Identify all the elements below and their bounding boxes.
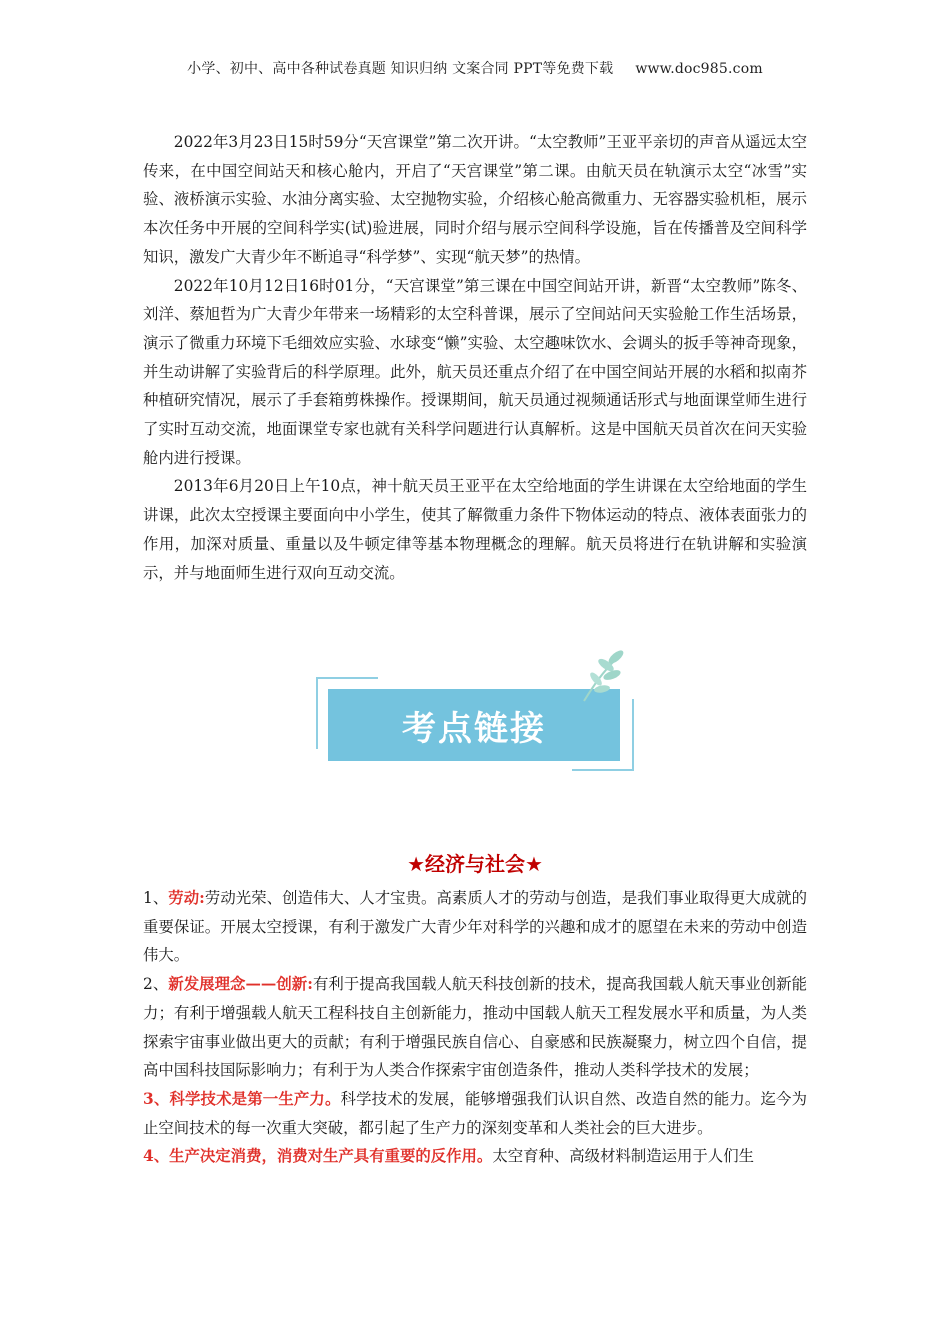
- leaf-sprig-icon: [572, 645, 632, 705]
- intro-section: [143, 128, 807, 587]
- topic-link-banner: [310, 645, 640, 775]
- header-url[interactable]: www.doc985.com: [635, 61, 763, 77]
- point-text: 科学技术的发展，能够增强我们认识自然、改造自然的能力。迄今为止空间技术的每一次重大突破，都引起了生产力的深刻变革和人类社会的巨大进步。: [143, 1089, 807, 1137]
- point-number: 1、: [143, 889, 169, 907]
- section-title: ★经济与社会★: [407, 852, 543, 876]
- points-section: [143, 884, 807, 1171]
- point-number: 4、: [143, 1147, 170, 1166]
- point-text: 劳动光荣、创造伟大、人才宝贵。高素质人才的劳动与创造，是我们事业取得更大成就的重要保证。开展太空授课，有利于激发广大青少年对科学的兴趣和成才的愿望在未来的劳动中创造伟大。: [143, 889, 807, 965]
- header-text: 小学、初中、高中各种试卷真题 知识归纳 文案合同 PPT等免费下载: [187, 61, 614, 77]
- banner-label: 考点链接: [402, 708, 546, 749]
- point-key: 生产决定消费，消费对生产具有重要的反作用。: [169, 1147, 493, 1166]
- point-key: 科学技术是第一生产力。: [169, 1089, 341, 1108]
- point-text: 太空育种、高级材料制造运用于人们生: [492, 1147, 754, 1166]
- page-header: [0, 58, 950, 78]
- intro-paragraph: 2022年10月12日16时01分，“天宫课堂”第三课在中国空间站开讲，新晋“太空教师”陈冬、刘洋、蔡旭哲为广大青少年带来一场精彩的太空科普课，展示了空间站问天实验舱工作生活场景，演示了微重力环境下毛细效应实验、水球变“懒”实验、太空趣味饮水、会调头的扳手等神奇现象，并生动讲解了实验背后的科学原理。此外，航天员还重点介绍了在中国空间站开展的水稻和拟南芥种植研究情况，展示了手套箱剪株操作。授课期间，航天员通过视频通话形式与地面课堂师生进行了实时互动交流，地面课堂专家也就有关科学问题进行认真解析。这是中国航天员首次在问天实验舱内进行授课。: [143, 276, 807, 467]
- intro-paragraph: 2022年3月23日15时59分“天宫课堂”第二次开讲。“太空教师”王亚平亲切的声音从遥远太空传来，在中国空间站天和核心舱内，开启了“天宫课堂”第二课。由航天员在轨演示太空“冰雪”实验、液桥演示实验、水油分离实验、太空抛物实验，介绍核心舱高微重力、无容器实验机柜，展示本次任务中开展的空间科学实(试)验进展，同时介绍与展示空间科学设施，旨在传播普及空间科学知识，激发广大青少年不断追寻“科学梦”、实现“航天梦”的热情。: [143, 133, 807, 266]
- point-key: 劳动:: [168, 889, 205, 907]
- point-item: [143, 970, 807, 1085]
- point-number: 3、: [143, 1089, 170, 1108]
- point-item: [143, 1085, 807, 1142]
- point-item: [143, 1142, 807, 1171]
- point-number: 2、: [143, 975, 169, 994]
- point-item: [143, 884, 807, 970]
- point-text: 有利于提高我国载人航天科技创新的技术，提高我国载人航天事业创新能力；有利于增强载人航天工程科技自主创新能力，推动中国载人航天工程发展水平和质量，为人类探索宇宙事业做出更大的贡献；有利于增强民族自信心、自豪感和民族凝聚力，树立四个自信，提高中国科技国际影响力；有利于为人类合作探索宇宙创造条件，推动人类科学技术的发展；: [143, 975, 808, 1080]
- point-key: 新发展理念——创新:: [168, 975, 313, 994]
- intro-paragraph: 2013年6月20日上午10点，神十航天员王亚平在太空给地面的学生讲课在太空给地面的学生讲课，此次太空授课主要面向中小学生，使其了解微重力条件下物体运动的特点、液体表面张力的作用，加深对质量、重量以及牛顿定律等基本物理概念的理解。航天员将进行在轨讲解和实验演示，并与地面师生进行双向互动交流。: [143, 477, 807, 582]
